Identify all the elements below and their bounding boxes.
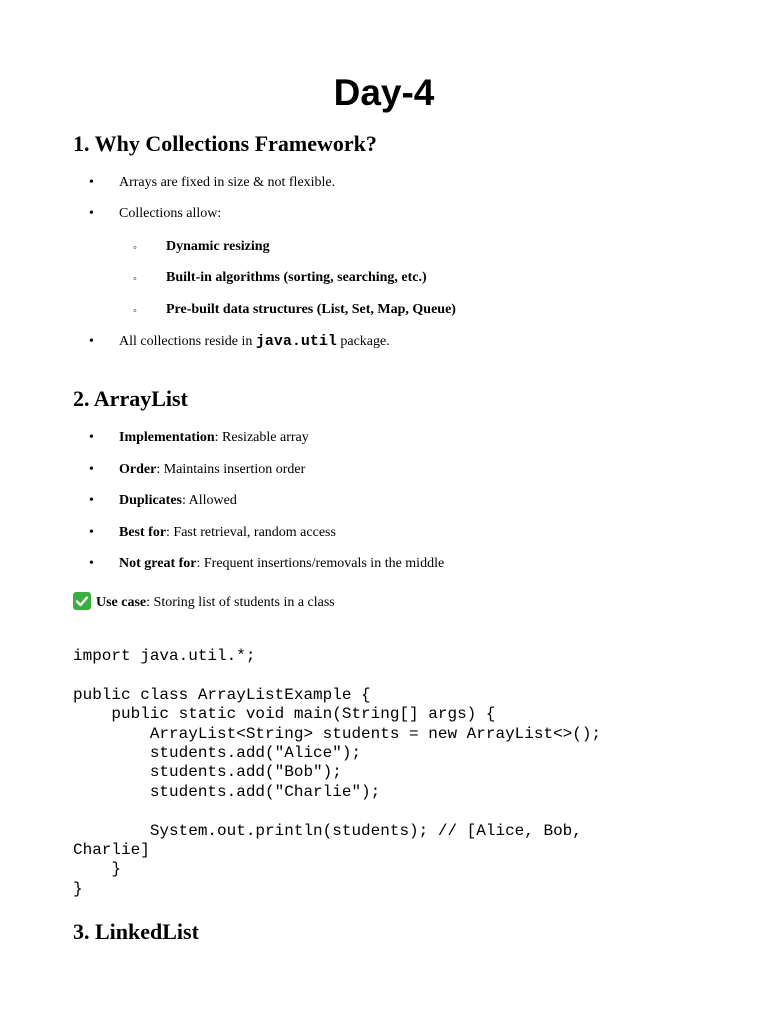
bullet-icon: • [89,175,94,190]
section-heading-linkedlist: 3. LinkedList [73,919,199,944]
page-title: Day-4 [333,72,435,113]
bullet-icon: • [89,525,94,540]
circle-bullet-icon: ◦ [133,273,137,285]
use-case-term: Use case [96,595,147,610]
code-line: students.add("Charlie"); [73,782,381,801]
code-line: ArrayList<String> students = new ArrayList<>(); [73,724,602,743]
bullet-desc: : Maintains insertion order [156,462,306,477]
code-line [73,666,601,685]
circle-bullet-icon: ◦ [133,242,137,254]
bullet-desc: : Frequent insertions/removals in the middle [196,556,445,571]
section-heading-arraylist: 2. ArrayList [73,386,188,411]
document-page: Day-4 1. Why Collections Framework? • Arrays are fixed in size & not flexible. • Collections allow: ◦ Dynamic resizing ◦ Built-in algorithms (sorting, searching, etc.) ◦ Pre-built data structures (List, Set, Map, Queue) • All collections reside in java.util package. 2. ArrayList • Implementation: Resizable array • Order: Maintains insertion order • Duplicates: Allowed • Best for: Fast retrieval, random access • Not great for: Frequent insertions/removals in the middle Use case: Storing list of students in a class import java.util.*; public class ArrayListExample { public static void main(String[] args) { ArrayList<String> students = new ArrayList<>(); students.add("Alice"); students.add("Bob"); students.add("Charlie"); System.out.println(students); // [Alice, Bob, Charlie] } } 3. LinkedList [0,0,768,1024]
code-line: import java.util.*; [73,647,256,665]
code-line: Charlie] [73,840,150,859]
check-mark-icon [73,592,91,610]
code-line: students.add("Bob"); [73,763,342,782]
code-block [73,647,601,899]
bullet-desc: : Resizable array [214,430,309,445]
code-line [73,802,601,821]
bullet-term: Not great for [119,556,197,571]
bullet-text: package. [336,334,390,349]
circle-bullet-icon: ◦ [133,305,137,317]
bullet-desc: : Fast retrieval, random access [166,525,336,540]
bullet-icon: • [89,430,94,445]
bullet-icon: • [89,462,94,477]
bullet-term: Duplicates [119,493,182,508]
bullet-desc: : Allowed [182,493,237,508]
bullet-icon: • [89,493,94,508]
code-line: students.add("Alice"); [73,743,362,762]
code-line: System.out.println(students); // [Alice, Bob, [73,821,582,840]
bullet-icon: • [89,334,94,349]
code-line: public class ArrayListExample { [73,685,371,704]
use-case-desc: : Storing list of students in a class [146,595,335,610]
bullet-text: All collections reside in [119,334,256,349]
inline-code: java.util [255,333,337,350]
bullet-icon: • [89,206,94,221]
bullet-term: Order [119,462,157,477]
bullet-icon: • [89,556,94,571]
section-heading-why-collections: 1. Why Collections Framework? [73,131,377,156]
bullet-term: Implementation [119,430,215,445]
code-line: } [73,860,122,879]
code-line: public static void main(String[] args) { [73,705,496,724]
bullet-term: Best for [119,525,167,540]
code-line: } [73,879,83,898]
use-case-line [73,592,335,613]
